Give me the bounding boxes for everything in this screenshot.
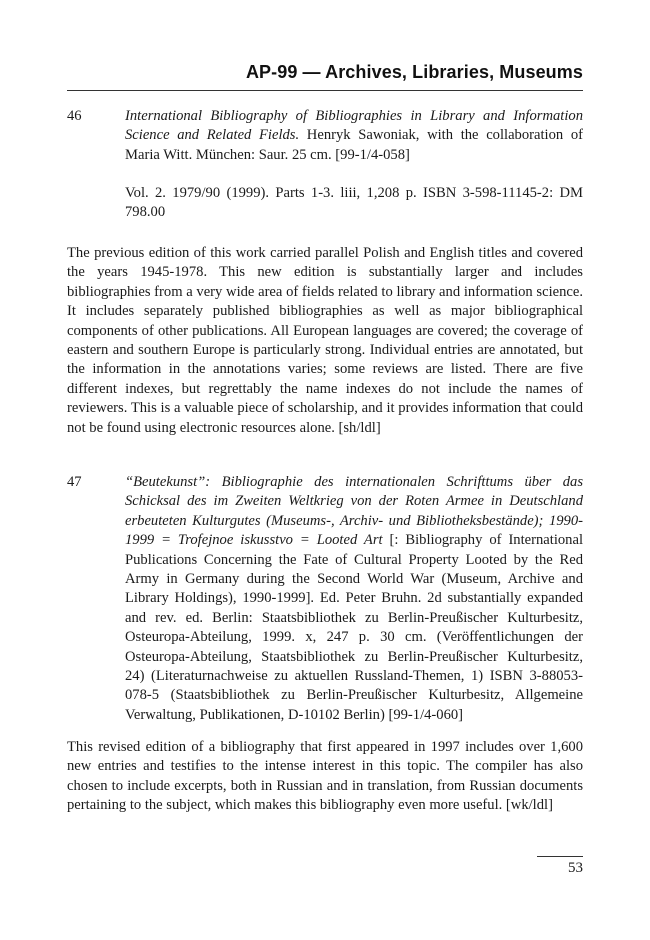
entry-title: International Bibliography of Bibliographies in Library and Information Science and Related Fields.: [125, 108, 583, 144]
footer-rule: [537, 856, 583, 857]
entry-citation: [125, 107, 583, 165]
entry-46: [67, 107, 583, 165]
entry-details: [: Bibliography of International Publications Concerning the Fate of Cultural Property Looted by the Red Army in Germany during the Second World War (Museum, Archive and Library Holdings), 1990-1999]. Ed. Peter Bruhn. 2d substantially expanded and rev. ed. Berlin: Staatsbibliothek zu Berlin-Preußischer Kulturbesitz, Osteuropa-Abteilung, 1999. x, 247 p. 30 cm. (Veröffentlichungen der Osteuropa-Abteilung, Staatsbibliothek zu Berlin-Preußischer Kulturbesitz, 24) (Literaturnachweise zu aktuellen Russland-Themen, 1) ISBN 3-88053-078-5 (Staatsbibliothek zu Berlin-Preußischer Kulturbesitz, Allgemeine Verwaltung, Publikationen, D-10102 Berlin) [99-1/4-060]: [125, 532, 583, 723]
entry-46-volume: [67, 184, 583, 223]
entry-46-review: The previous edition of this work carried parallel Polish and English titles and covered the years 1945-1978. This new edition is substantially larger and includes bibliographies from a very wide area of fields related to library and information science. It includes separately published bibliographies as well as major bibliographical components of other publications. All European languages are covered; the coverage of eastern and southern Europe is particularly strong. Individual entries are annotated, but the information in the annotations varies; some reviews are listed. There are five different indexes, but regrettably the name indexes do not include the names of reviewers. This is a valuable piece of scholarship, and it provides information that could not be found using electronic resources alone. [sh/ldl]: [67, 245, 583, 436]
entry-47: [67, 473, 583, 725]
running-header: AP-99 — Archives, Libraries, Museums: [245, 62, 583, 82]
entry-number: 46: [67, 108, 82, 124]
entry-details: Henryk Sawoniak, with the collaboration of Maria Witt. München: Saur. 25 cm. [99-1/4-058]: [125, 127, 584, 163]
entry-citation: [125, 473, 583, 725]
header-rule: [67, 90, 583, 91]
entry-47-review: This revised edition of a bibliography that first appeared in 1997 includes over 1,600 new entries and testifies to the intense interest in this topic. The compiler has also chosen to include excerpts, both in Russian and in translation, from Russian documents pertaining to the subject, which makes this bibliography even more useful. [wk/ldl]: [67, 739, 583, 814]
entry-volume: Vol. 2. 1979/90 (1999). Parts 1-3. liii, 1,208 p. ISBN 3-598-11145-2: DM 798.00: [125, 185, 583, 221]
entry-number: 47: [67, 474, 82, 490]
page-number: 53: [568, 860, 583, 876]
entry-title: “Beutekunst”: Bibliographie des internationalen Schrifttums über das Schicksal des im Zweiten Weltkrieg von der Roten Armee in Deutschland erbeuteten Kulturgutes (Museums-, Archiv- und Bibliotheksbestände); 1990-1999 = Trofejnoe iskusstvo = Looted Art: [125, 474, 583, 549]
